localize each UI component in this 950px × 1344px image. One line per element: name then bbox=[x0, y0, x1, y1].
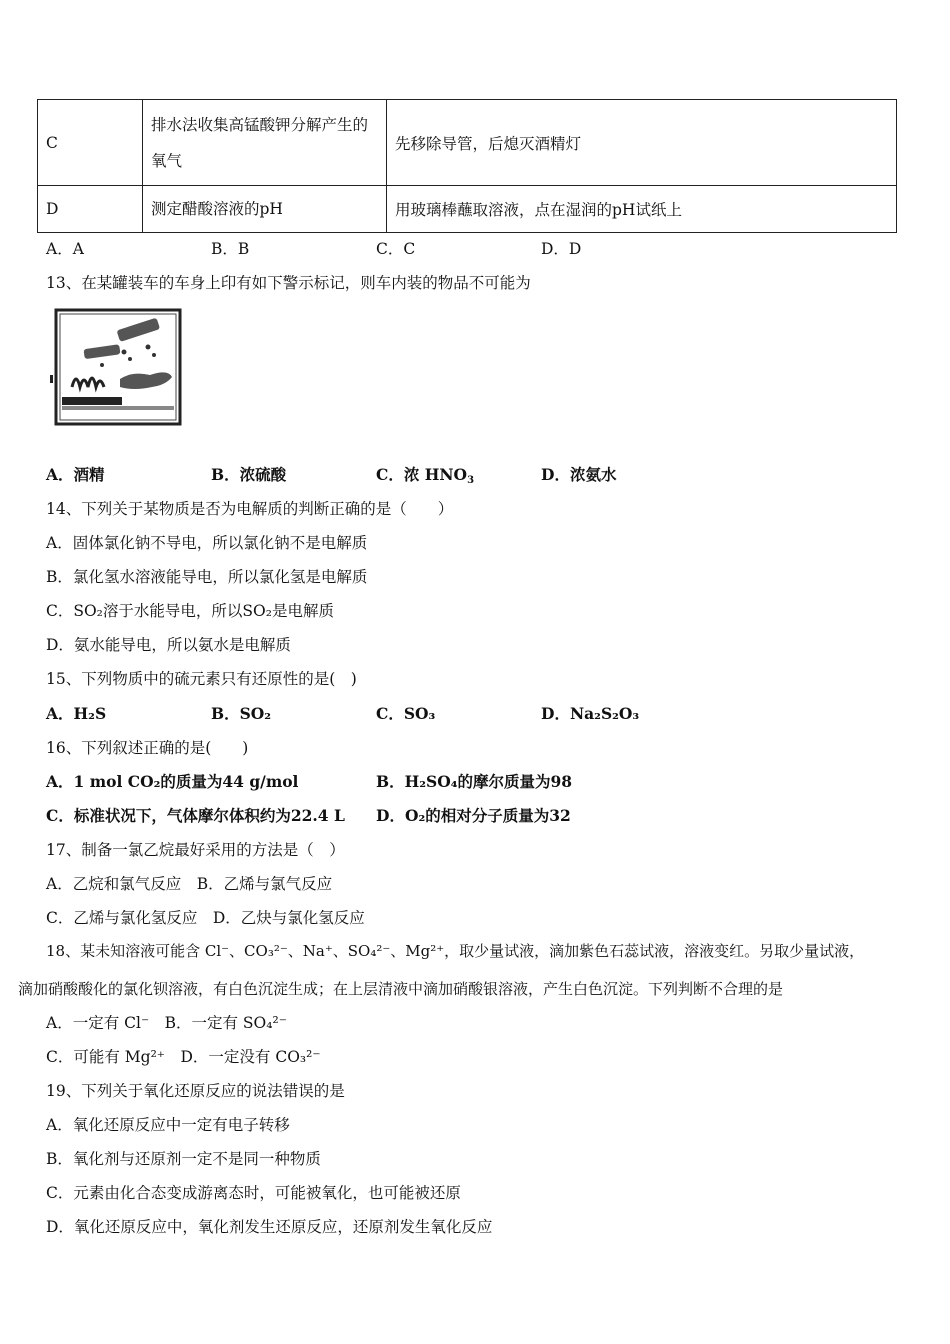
q15-stem: 15、下列物质中的硫元素只有还原性的是( ) bbox=[46, 670, 357, 688]
q17-stem: 17、制备一氯乙烷最好采用的方法是（ ） bbox=[46, 841, 345, 859]
row-label: C bbox=[38, 100, 143, 186]
q18-options-cd: C．可能有 Mg²⁺ D．一定没有 CO₃²⁻ bbox=[46, 1048, 321, 1066]
q14-option-c: C．SO₂溶于水能导电，所以SO₂是电解质 bbox=[46, 602, 334, 620]
q15-option-c: C．SO₃ bbox=[376, 704, 436, 723]
q12-option-b: B．B bbox=[211, 240, 250, 258]
q13-options bbox=[46, 463, 616, 486]
q18-stem-line1: 18、某未知溶液可能含 Cl⁻、CO₃²⁻、Na⁺、SO₄²⁻、Mg²⁺，取少量试液，滴加紫色石蕊试液，溶液变红。另取少量试液， bbox=[46, 942, 865, 960]
row-method: 用玻璃棒蘸取溶液，点在湿润的pH试纸上 bbox=[387, 186, 897, 233]
table-row bbox=[38, 186, 897, 233]
corrosive-hazard-icon bbox=[50, 307, 184, 427]
q18-stem-line2: 滴加硝酸酸化的氯化钡溶液，有白色沉淀生成；在上层清液中滴加硝酸银溶液，产生白色沉淀。下列判断不合理的是 bbox=[18, 980, 784, 998]
q14-option-d: D．氨水能导电，所以氨水是电解质 bbox=[46, 636, 291, 654]
q16-option-b: B．H₂SO₄的摩尔质量为98 bbox=[376, 772, 573, 791]
q13-stem: 13、在某罐装车的车身上印有如下警示标记，则车内装的物品不可能为 bbox=[46, 274, 531, 292]
q15-options bbox=[46, 702, 639, 724]
q16-option-d: D．O₂的相对分子质量为32 bbox=[376, 806, 571, 825]
q16-option-c: C．标准状况下，气体摩尔体积约为22.4 L bbox=[46, 806, 345, 825]
q16-option-a: A．1 mol CO₂的质量为44 g/mol bbox=[46, 772, 299, 791]
q16-options-cd bbox=[46, 804, 571, 826]
q13-option-d: D．浓氨水 bbox=[541, 465, 617, 484]
q15-option-b: B．SO₂ bbox=[211, 704, 272, 723]
q19-option-a: A．氧化还原反应中一定有电子转移 bbox=[46, 1116, 290, 1134]
q17-options-cd: C．乙烯与氯化氢反应 D．乙炔与氯化氢反应 bbox=[46, 909, 365, 927]
experiment-table bbox=[37, 99, 897, 233]
table-row bbox=[38, 100, 897, 186]
q13-option-b: B．浓硫酸 bbox=[211, 465, 287, 484]
q17-options-ab: A．乙烷和氯气反应 B．乙烯与氯气反应 bbox=[46, 875, 333, 893]
q16-options-ab bbox=[46, 770, 572, 792]
q15-option-a: A．H₂S bbox=[46, 704, 107, 723]
q19-option-d: D．氧化还原反应中，氧化剂发生还原反应，还原剂发生氧化反应 bbox=[46, 1218, 493, 1236]
q12-option-c: C．C bbox=[376, 240, 416, 258]
q14-stem: 14、下列关于某物质是否为电解质的判断正确的是（ ） bbox=[46, 500, 454, 518]
q13-option-c-sub: 3 bbox=[467, 475, 475, 486]
row-label: D bbox=[38, 186, 143, 233]
row-method: 先移除导管，后熄灭酒精灯 bbox=[387, 100, 897, 186]
q13-option-c bbox=[376, 463, 541, 486]
q15-option-d: D．Na₂S₂O₃ bbox=[541, 704, 640, 723]
q19-option-c: C．元素由化合态变成游离态时，可能被氧化，也可能被还原 bbox=[46, 1184, 461, 1202]
q12-option-a: A．A bbox=[46, 240, 84, 258]
q19-stem: 19、下列关于氧化还原反应的说法错误的是 bbox=[46, 1082, 345, 1100]
q13-option-c-text: C．浓 HNO bbox=[376, 465, 468, 484]
row-operation: 排水法收集高锰酸钾分解产生的氧气 bbox=[143, 100, 387, 186]
q12-options bbox=[46, 237, 581, 259]
q14-option-a: A．固体氯化钠不导电，所以氯化钠不是电解质 bbox=[46, 534, 368, 552]
q18-options-ab: A．一定有 Cl⁻ B．一定有 SO₄²⁻ bbox=[46, 1014, 287, 1032]
q19-option-b: B．氧化剂与还原剂一定不是同一种物质 bbox=[46, 1150, 321, 1168]
q14-option-b: B．氯化氢水溶液能导电，所以氯化氢是电解质 bbox=[46, 568, 368, 586]
row-operation: 测定醋酸溶液的pH bbox=[143, 186, 387, 233]
q16-stem: 16、下列叙述正确的是( ) bbox=[46, 739, 249, 757]
q13-option-a: A．酒精 bbox=[46, 465, 105, 484]
q12-option-d: D．D bbox=[541, 240, 582, 258]
